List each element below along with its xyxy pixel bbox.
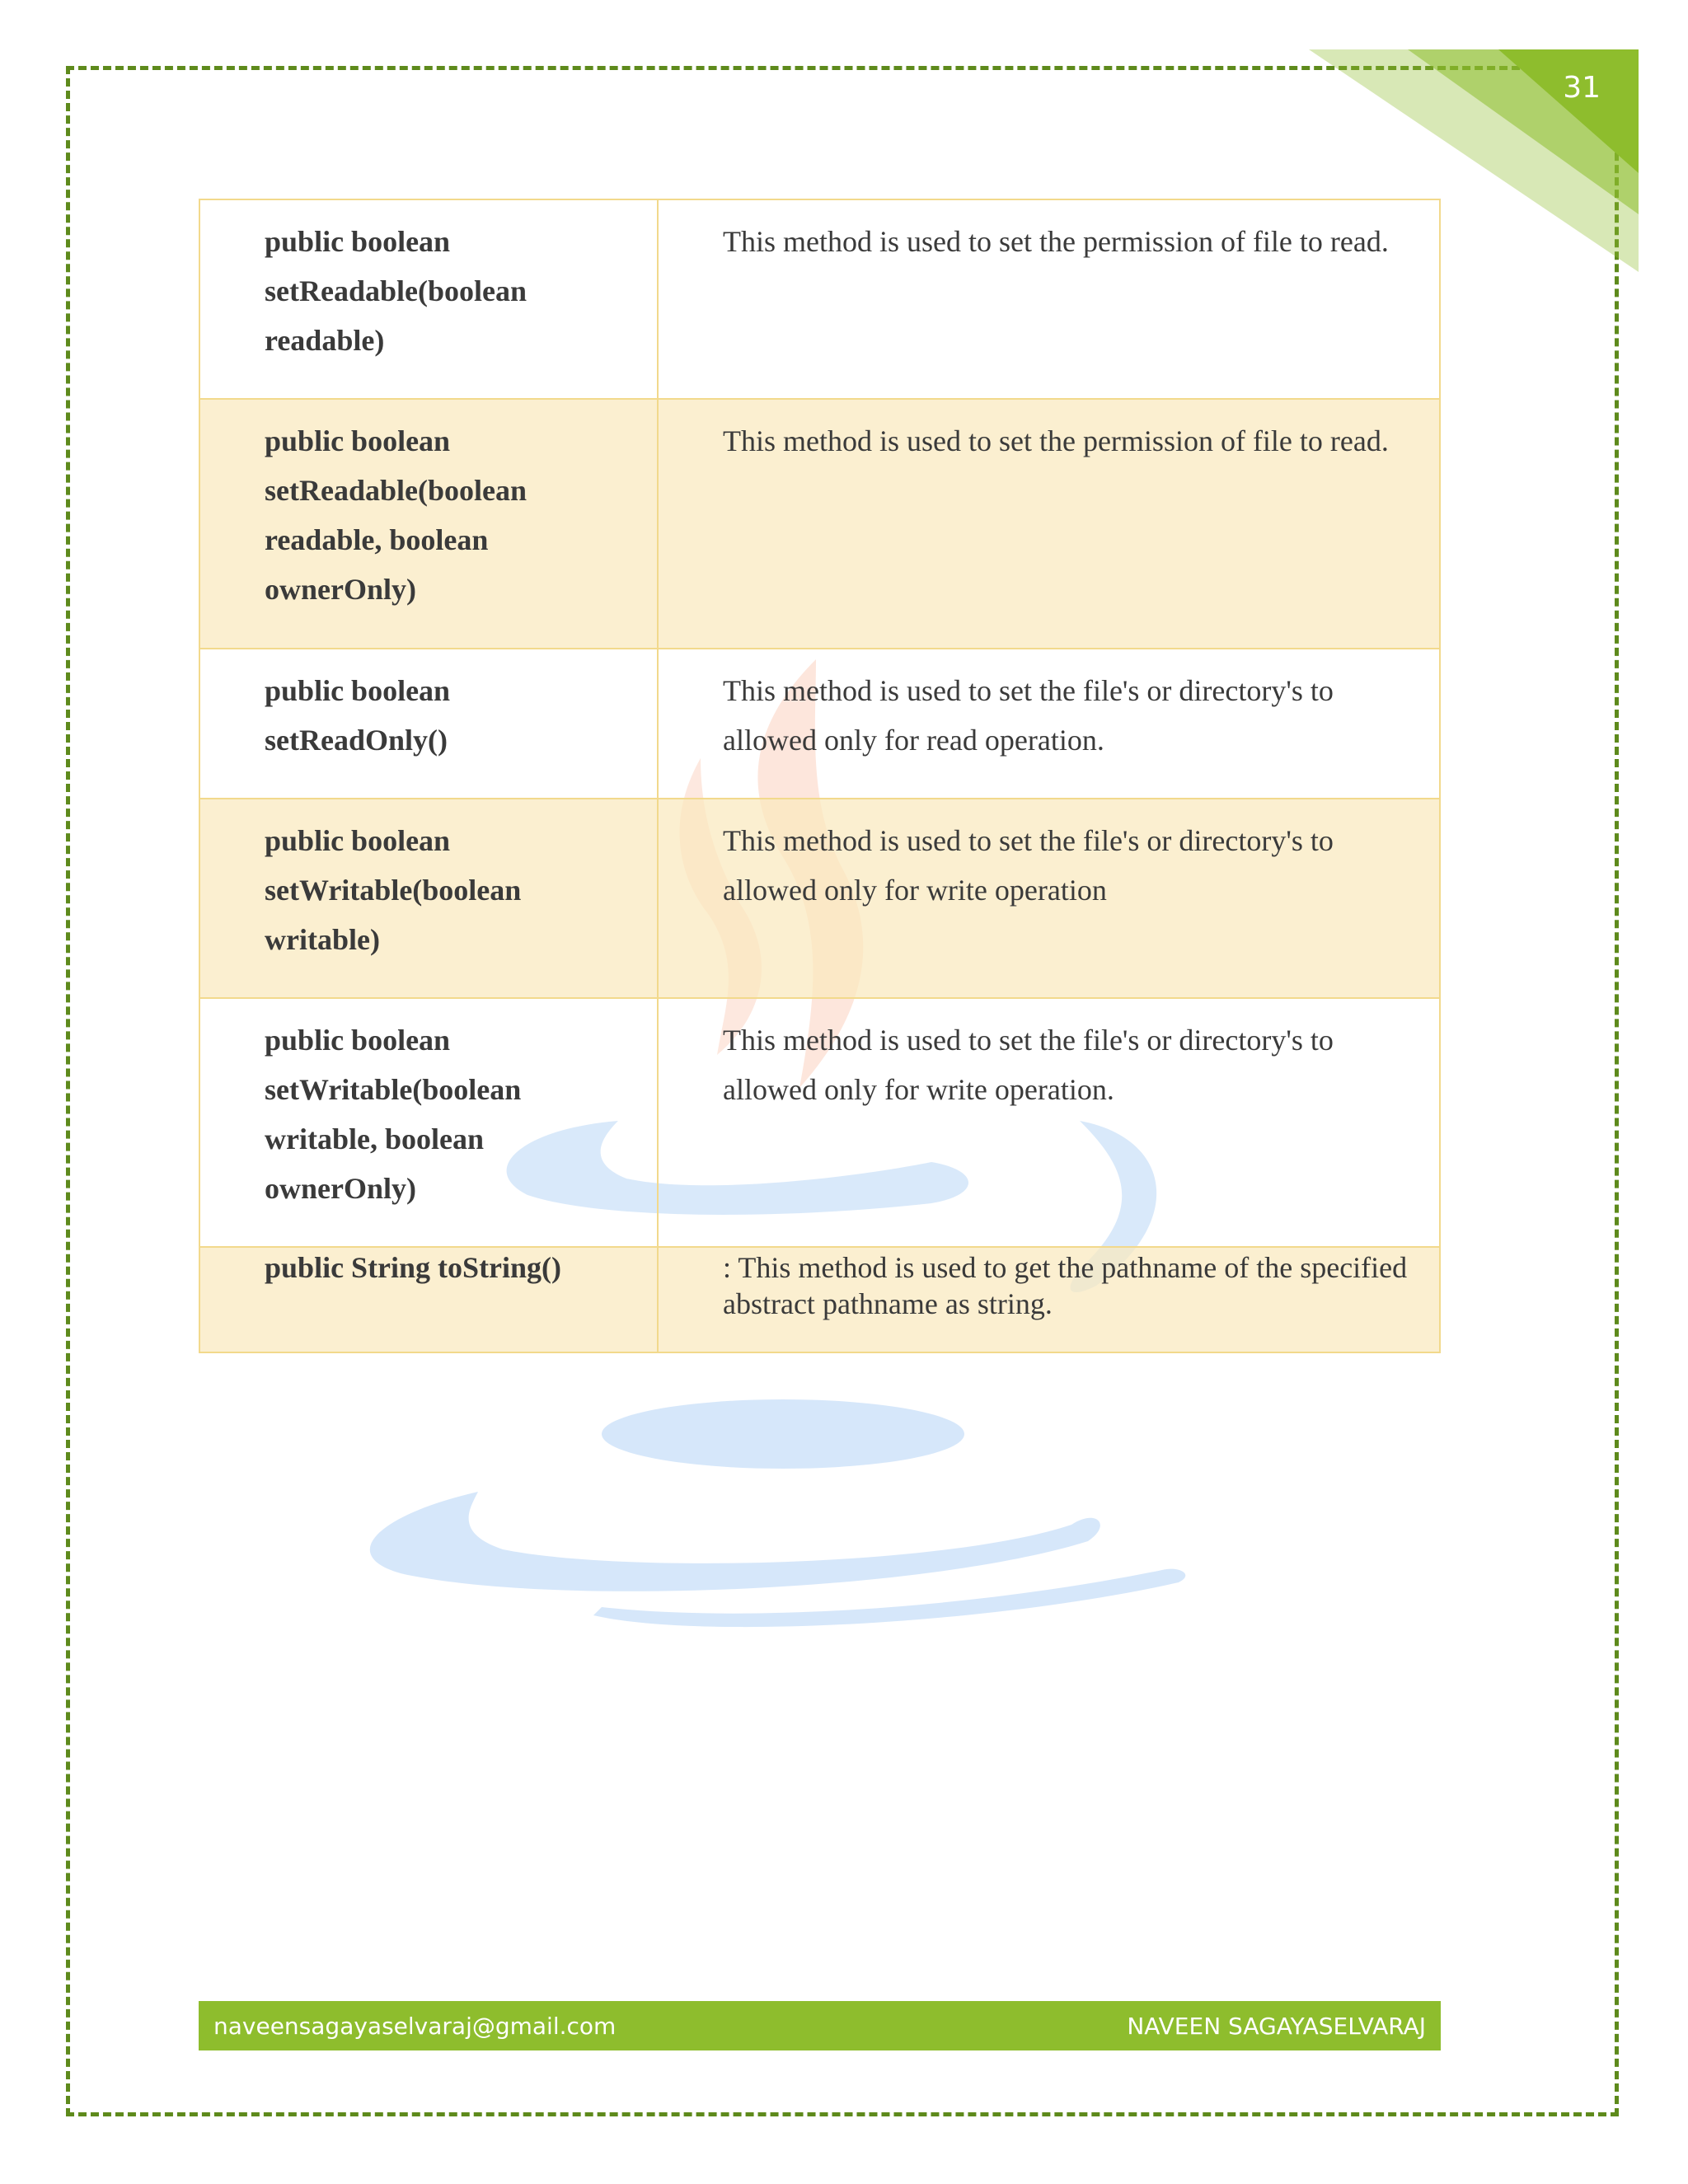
table-row (200, 200, 1439, 398)
method-signature: public boolean setReadOnly() (200, 649, 659, 798)
footer-email: naveensagayaselvaraj@gmail.com (213, 2012, 617, 2040)
method-signature: public boolean setReadable(boolean readable) (200, 200, 659, 398)
method-description: : This method is used to get the pathname of the specified abstract pathname as string. (723, 1251, 1408, 1320)
method-signature: public boolean setReadable(boolean readable, boolean ownerOnly) (200, 400, 659, 648)
method-description: This method is used to set the permission of file to read. (723, 424, 1389, 457)
table-row (200, 1246, 1439, 1352)
footer-bar (199, 2001, 1441, 2050)
table-row (200, 648, 1439, 798)
methods-table (199, 199, 1441, 1353)
table-row (200, 798, 1439, 997)
method-description: This method is used to set the file's or directory's to allowed only for write operation (723, 824, 1334, 907)
method-description: This method is used to set the file's or directory's to allowed only for read operation. (723, 674, 1334, 757)
method-signature: public boolean setWritable(boolean writable) (200, 799, 659, 997)
method-signature: public String toString() (200, 1248, 659, 1352)
table-row (200, 398, 1439, 648)
method-description: This method is used to set the permission of file to read. (723, 225, 1389, 258)
method-signature: public boolean setWritable(boolean writable, boolean ownerOnly) (200, 999, 659, 1246)
page-number: 31 (1563, 71, 1601, 105)
footer-author: NAVEEN SAGAYASELVARAJ (1127, 2012, 1426, 2040)
table-row (200, 997, 1439, 1246)
method-description: This method is used to set the file's or directory's to allowed only for write operation. (723, 1024, 1334, 1106)
